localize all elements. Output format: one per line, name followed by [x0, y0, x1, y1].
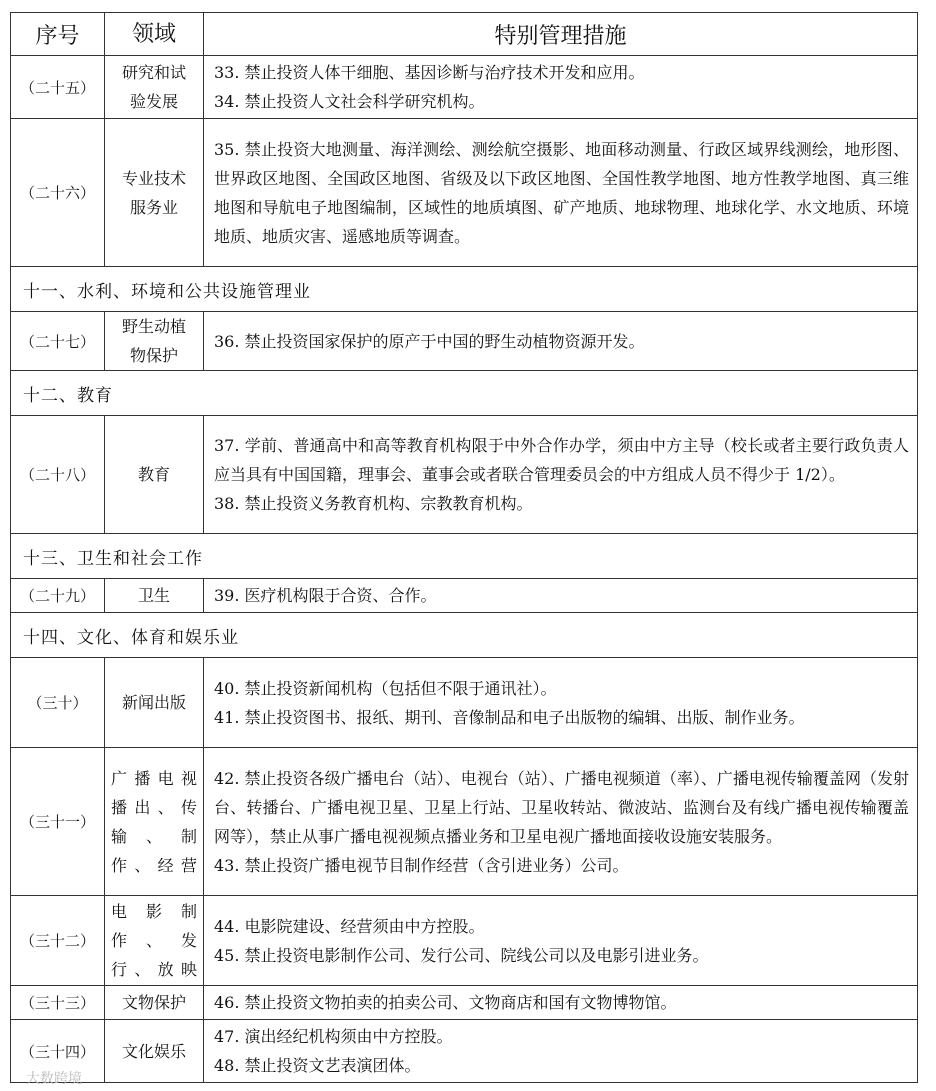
- row-measures: [204, 1020, 918, 1083]
- row-measures: [204, 56, 918, 119]
- row-field: [105, 658, 204, 748]
- field-line: 文化娱乐: [121, 1041, 186, 1061]
- field-line: 播出、传: [111, 797, 197, 817]
- section-heading: 十一、水利、环境和公共设施管理业: [11, 267, 918, 312]
- row-number: （三十三）: [11, 986, 105, 1020]
- row-field: [105, 896, 204, 986]
- table-row: [11, 658, 918, 748]
- measure-item: 44. 电影院建设、经营须由中方控股。: [214, 916, 485, 936]
- table-row: [11, 986, 918, 1020]
- table-row: [11, 748, 918, 896]
- measure-item: 36. 禁止投资国家保护的原产于中国的野生动植物资源开发。: [214, 331, 645, 351]
- negative-list-table: [10, 12, 918, 1083]
- measure-item: 48. 禁止投资文艺表演团体。: [214, 1056, 421, 1075]
- row-number: （二十八）: [11, 416, 105, 534]
- table-row: [11, 1020, 918, 1083]
- header-field: 领域: [105, 13, 204, 56]
- row-number: （三十二）: [11, 896, 105, 986]
- row-number: （三十一）: [11, 748, 105, 896]
- field-line: 输 、 制: [111, 826, 197, 846]
- row-measures: [204, 748, 918, 896]
- field-line: 教育: [137, 465, 170, 484]
- section-heading: 十三、卫生和社会工作: [11, 534, 918, 579]
- row-field: [105, 56, 204, 119]
- field-line: 作 、 发: [111, 931, 197, 950]
- row-field: [105, 1020, 204, 1083]
- measure-item: 47. 演出经纪机构须由中方控股。: [214, 1027, 453, 1046]
- row-measures: [204, 416, 918, 534]
- row-number: （二十五）: [11, 56, 105, 119]
- field-line: 野生动植: [121, 317, 186, 336]
- row-measures: [204, 896, 918, 986]
- measure-item: 39. 医疗机构限于合资、合作。: [214, 586, 437, 605]
- watermark: 大数跨境: [26, 1071, 82, 1087]
- row-number: （三十四）: [11, 1020, 105, 1083]
- section-row: [11, 267, 918, 312]
- row-measures: [204, 658, 918, 748]
- measure-item: 45. 禁止投资电影制作公司、发行公司、院线公司以及电影引进业务。: [214, 945, 709, 965]
- row-number: （二十九）: [11, 579, 105, 613]
- section-row: [11, 534, 918, 579]
- measure-item: 40. 禁止投资新闻机构（包括但不限于通讯社）。: [214, 678, 557, 698]
- row-field: [105, 579, 204, 613]
- measure-item: 43. 禁止投资广播电视节目制作经营（含引进业务）公司。: [214, 855, 629, 875]
- measure-item: 42. 禁止投资各级广播电台（站）、电视台（站）、广播电视频道（率）、广播电视传输覆盖网（发射台、转播台、广播电视卫星、卫星上行站、卫星收转站、微波站、监测台及有线广播电视传输覆盖网等），禁止从事广播电视视频点播业务和卫星电视广播地面接收设施安装服务。: [214, 768, 909, 846]
- field-line: 专业技术: [121, 168, 186, 188]
- section-row: [11, 613, 918, 658]
- field-line: 广播电视: [111, 768, 197, 788]
- measure-item: 46. 禁止投资文物拍卖的拍卖公司、文物商店和国有文物博物馆。: [214, 993, 677, 1012]
- field-line: 卫生: [137, 586, 170, 605]
- table-header-row: [11, 13, 918, 56]
- row-number: （三十）: [11, 658, 105, 748]
- section-row: [11, 371, 918, 416]
- row-field: [105, 312, 204, 371]
- measure-item: 41. 禁止投资图书、报纸、期刊、音像制品和电子出版物的编辑、出版、制作业务。: [214, 707, 805, 727]
- measure-item: 38. 禁止投资义务教育机构、宗教教育机构。: [214, 494, 533, 513]
- field-line: 新闻出版: [121, 693, 186, 712]
- table-row: [11, 579, 918, 613]
- measure-item: 34. 禁止投资人文社会科学研究机构。: [214, 92, 485, 111]
- field-line: 行、放映: [111, 960, 197, 979]
- section-heading: 十四、文化、体育和娱乐业: [11, 613, 918, 658]
- table-row: [11, 119, 918, 267]
- field-line: 服务业: [129, 197, 178, 217]
- measure-item: 35. 禁止投资大地测量、海洋测绘、测绘航空摄影、地面移动测量、行政区域界线测绘，地形图、世界政区地图、全国政区地图、省级及以下政区地图、全国性教学地图、地方性教学地图、真三维地图和导航电子地图编制，区域性的地质填图、矿产地质、地球物理、地球化学、水文地质、环境地质、地质灾害、遥感地质等调查。: [214, 139, 909, 246]
- field-line: 验发展: [129, 92, 178, 111]
- field-line: 物保护: [129, 346, 178, 365]
- field-line: 作、经营: [111, 855, 197, 875]
- row-measures: [204, 119, 918, 267]
- field-line: 文物保护: [121, 993, 186, 1012]
- row-field: [105, 119, 204, 267]
- section-heading: 十二、教育: [11, 371, 918, 416]
- field-line: 研究和试: [121, 63, 186, 82]
- table-row: [11, 896, 918, 986]
- row-field: [105, 416, 204, 534]
- row-number: （二十六）: [11, 119, 105, 267]
- table-row: [11, 416, 918, 534]
- row-measures: [204, 986, 918, 1020]
- header-measures: 特别管理措施: [204, 13, 918, 56]
- row-measures: [204, 312, 918, 371]
- row-field: [105, 986, 204, 1020]
- measure-item: 33. 禁止投资人体干细胞、基因诊断与治疗技术开发和应用。: [214, 63, 645, 82]
- table-row: [11, 312, 918, 371]
- row-field: [105, 748, 204, 896]
- header-serial: 序号: [11, 13, 105, 56]
- table-row: [11, 56, 918, 119]
- row-number: （二十七）: [11, 312, 105, 371]
- measure-item: 37. 学前、普通高中和高等教育机构限于中外合作办学，须由中方主导（校长或者主要行政负责人应当具有中国国籍，理事会、董事会或者联合管理委员会的中方组成人员不得少于 1/2）。: [214, 436, 909, 484]
- field-line: 电 影 制: [111, 902, 197, 921]
- row-measures: [204, 579, 918, 613]
